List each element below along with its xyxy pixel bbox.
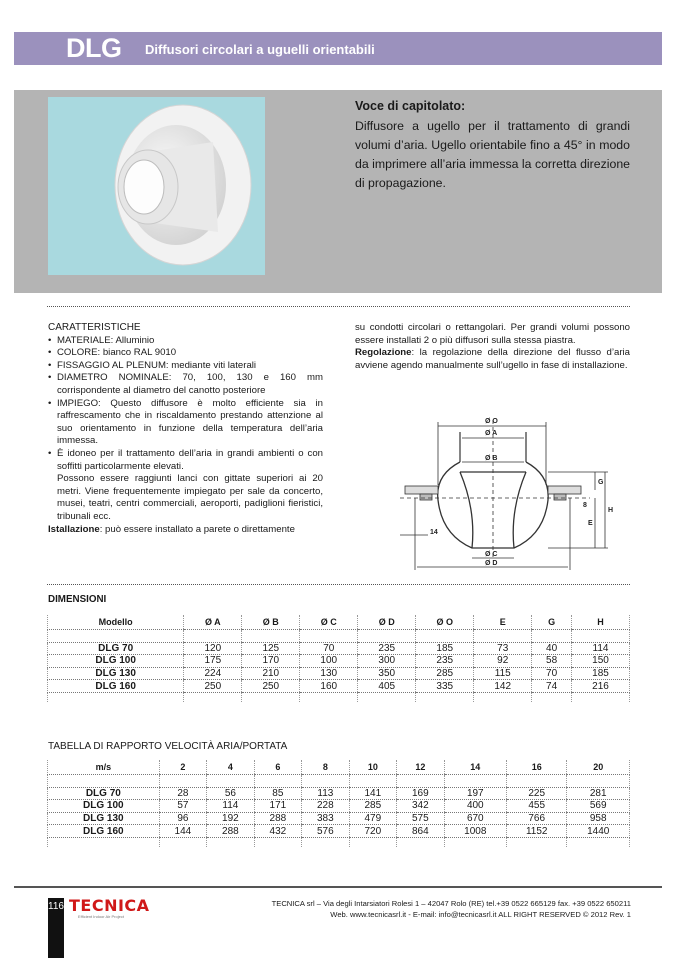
label-r: 8 [583,502,587,509]
table-cell: 92 [474,655,532,668]
label-h: H [608,507,614,514]
table-cell: 288 [254,812,301,825]
header-row [48,615,630,629]
table-cell: 864 [397,825,444,838]
table-cell: 56 [207,787,254,800]
table-cell: 400 [444,800,506,813]
table-cell: 85 [254,787,301,800]
divider [47,584,630,585]
velocity-title: TABELLA DI RAPPORTO VELOCITÀ ARIA/PORTATA [48,741,288,752]
table-row [48,800,630,813]
table-cell: 125 [242,642,300,655]
table-cell: 766 [507,812,567,825]
product-code: DLG [66,33,122,63]
column-header: 16 [507,760,567,774]
table-cell: 57 [159,800,206,813]
table-cell: 250 [184,680,242,693]
product-title: Diffusori circolari a uguelli orientabili [145,42,375,57]
regulation-label: Regolazione [355,347,412,359]
table-cell: DLG 160 [48,825,160,838]
header-row [48,760,630,774]
label-14: 14 [430,529,438,536]
table-cell: 142 [474,680,532,693]
install-label: Istallazione [48,523,100,535]
table-cell: 383 [302,812,349,825]
characteristic-item: • DIAMETRO NOMINALE: 70, 100, 130 e 160 mm corrispondente al diametro del canotto posteriore [48,372,323,397]
table-cell: 185 [416,642,474,655]
table-row [48,787,630,800]
column-header: Ø O [416,615,474,629]
table-cell: 150 [571,655,629,668]
table-cell: 175 [184,655,242,668]
table-cell: 216 [571,680,629,693]
table-cell: 235 [416,655,474,668]
column-header: m/s [48,760,160,774]
label-e: E [588,520,593,527]
table-cell: 225 [507,787,567,800]
header-band [14,32,662,65]
specification-title: Voce di capitolato: [355,99,466,113]
table-cell: 288 [207,825,254,838]
characteristic-item: • È idoneo per il trattamento dell’aria in grandi ambienti o con soffitti particolarmente elevati. [48,448,323,473]
column-header: Ø B [242,615,300,629]
table-cell: 455 [507,800,567,813]
logo-tagline: Efficient Indoor Air Project [78,914,124,919]
table-cell: 228 [302,800,349,813]
table-cell: DLG 100 [48,655,184,668]
table-cell: 958 [567,812,630,825]
table-cell: 171 [254,800,301,813]
dimensions-table [47,615,630,702]
specification-body: Diffusore a ugello per il trattamento di grandi volumi d’aria. Ugello orientabile fino a 45° in modo da imprimere all’aria immessa la corretta direzione di propagazione. [355,119,630,190]
table-cell: 141 [349,787,396,800]
divider [47,306,630,307]
column-header: Ø D [358,615,416,629]
table-cell: 210 [242,667,300,680]
table-cell: 185 [571,667,629,680]
table-cell: 70 [532,667,572,680]
label-diameter-a: Ø A [485,430,498,437]
table-cell: 569 [567,800,630,813]
table-cell: 281 [567,787,630,800]
table-cell: 1152 [507,825,567,838]
table-cell: 432 [254,825,301,838]
footer-address [272,898,631,920]
table-cell: DLG 70 [48,787,160,800]
table-cell: 58 [532,655,572,668]
characteristic-extra: Possono essere raggiunti lanci con gittate superiori ai 20 metri. Viene frequentemente impiegato per sale da concerto, musei, teatri, centri commerciali, aeroporti, padiglioni fieristici, tribunali ecc. [57,473,323,522]
table-cell: 285 [416,667,474,680]
table-cell: 74 [532,680,572,693]
characteristic-item: • MATERIALE: Alluminio [48,335,323,348]
table-cell: 342 [397,800,444,813]
table-cell: 115 [474,667,532,680]
label-diameter-d: Ø D [485,560,498,567]
table-row [48,680,630,693]
table-cell: 335 [416,680,474,693]
table-cell: 479 [349,812,396,825]
column-header: Ø C [300,615,358,629]
column-header: G [532,615,572,629]
column-header: 4 [207,760,254,774]
table-cell: 113 [302,787,349,800]
table-cell: 28 [159,787,206,800]
table-cell: 285 [349,800,396,813]
dimensions-title: DIMENSIONI [48,594,107,605]
table-cell: 70 [300,642,358,655]
product-photo [48,97,265,275]
footer-line-1: TECNICA srl – Via degli Intarsiatori Rolesi 1 – 42047 Rolo (RE) tel.+39 0522 665129 fax. +39 0522 650211 [271,899,631,908]
table-cell: 1008 [444,825,506,838]
table-cell: 300 [358,655,416,668]
install-text: su condotti circolari o rettangolari. Per grandi volumi possono essere installati 2 o più diffusori sulla stessa piastra. [355,322,630,346]
install-column [355,322,630,372]
characteristic-item: • FISSAGGIO AL PLENUM: mediante viti laterali [48,360,323,373]
table-row [48,655,630,668]
column-header: Ø A [184,615,242,629]
regulation-text: : la regolazione della direzione del flusso d’aria avviene agendo manualmente sull’ugello in fase di installazione. [355,347,630,371]
characteristics-column [48,322,323,536]
table-cell: DLG 130 [48,812,160,825]
table-cell: 250 [242,680,300,693]
label-diameter-o: Ø O [485,418,498,425]
table-row [48,642,630,655]
table-row [48,812,630,825]
table-cell: DLG 100 [48,800,160,813]
page-number: 116 [48,898,64,958]
column-header: E [474,615,532,629]
footer-line-2: Web. www.tecnicasrl.it - E-mail: info@tecnicasrl.it ALL RIGHT RESERVED © 2012 Rev. 1 [330,910,631,919]
column-header: 20 [567,760,630,774]
table-row [48,667,630,680]
table-cell: 350 [358,667,416,680]
table-cell: 575 [397,812,444,825]
table-cell: 169 [397,787,444,800]
table-cell: 1440 [567,825,630,838]
table-cell: 192 [207,812,254,825]
characteristic-item: • COLORE: bianco RAL 9010 [48,347,323,360]
characteristics-title: CARATTERISTICHE [48,322,141,333]
table-cell: 160 [300,680,358,693]
table-cell: 144 [159,825,206,838]
table-cell: 720 [349,825,396,838]
column-header: Modello [48,615,184,629]
table-row [48,825,630,838]
table-cell: DLG 160 [48,680,184,693]
table-cell: 114 [571,642,629,655]
label-diameter-c: Ø C [485,551,498,558]
table-cell: DLG 130 [48,667,184,680]
column-header: H [571,615,629,629]
column-header: 8 [302,760,349,774]
table-cell: 114 [207,800,254,813]
column-header: 6 [254,760,301,774]
column-header: 2 [159,760,206,774]
specification-text [355,97,630,193]
velocity-table [47,760,630,847]
table-cell: 120 [184,642,242,655]
technical-drawing [380,410,620,580]
table-cell: DLG 70 [48,642,184,655]
table-cell: 73 [474,642,532,655]
table-cell: 197 [444,787,506,800]
table-cell: 576 [302,825,349,838]
characteristic-item: • IMPIEGO: Questo diffusore è molto efficiente sia in raffrescamento che in riscaldamento prestando attenzione al suo orientamento in funzione della temperatura dell’aria immessa. [48,398,323,448]
table-cell: 670 [444,812,506,825]
table-cell: 224 [184,667,242,680]
footer-rule [14,886,662,888]
table-cell: 405 [358,680,416,693]
table-cell: 235 [358,642,416,655]
table-cell: 40 [532,642,572,655]
install-text-start: : può essere installato a parete o direttamente [99,523,295,535]
table-cell: 100 [300,655,358,668]
table-cell: 96 [159,812,206,825]
table-cell: 130 [300,667,358,680]
tecnica-logo: TECNICA [69,896,150,915]
label-g: G [598,479,604,486]
label-diameter-b: Ø B [485,455,498,462]
column-header: 12 [397,760,444,774]
table-cell: 170 [242,655,300,668]
column-header: 14 [444,760,506,774]
column-header: 10 [349,760,396,774]
